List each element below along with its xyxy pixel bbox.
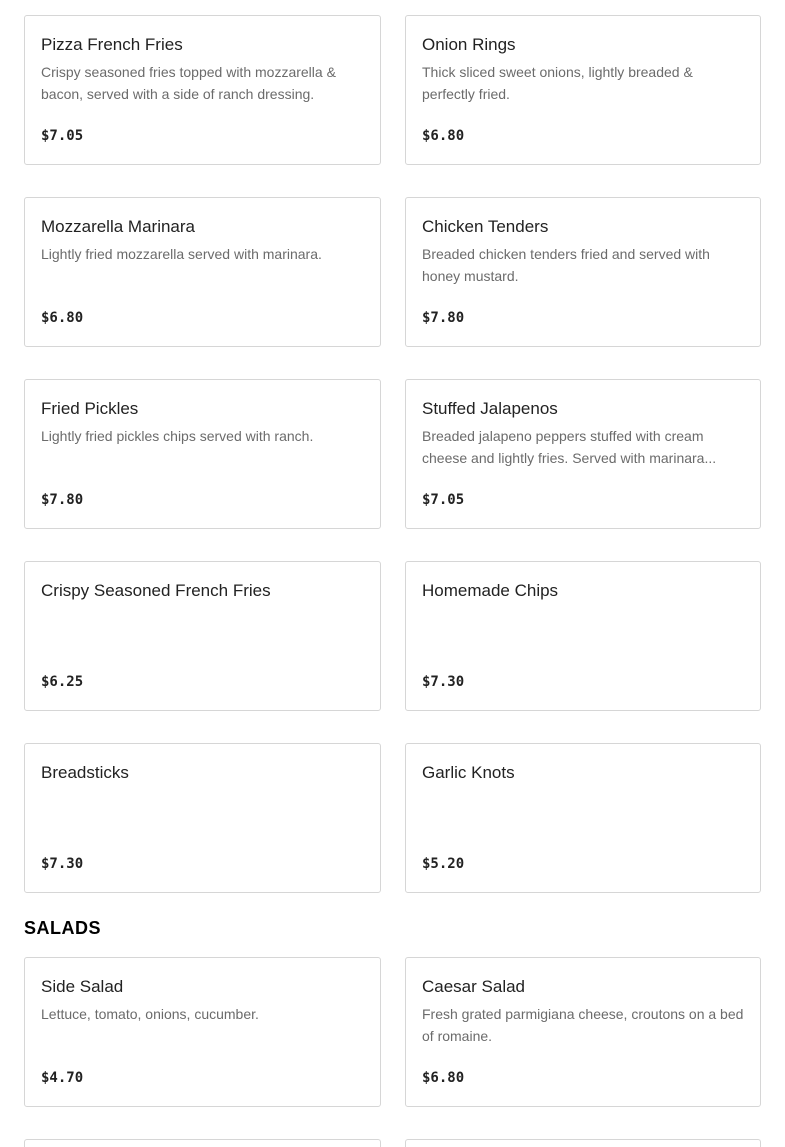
- item-name: Pizza French Fries: [41, 35, 183, 54]
- item-name: Mozzarella Marinara: [41, 217, 195, 236]
- item-price: $7.05: [422, 492, 465, 508]
- item-description: Breaded jalapeno peppers stuffed with cream cheese and lightly fries. Served with marinara...: [422, 428, 717, 466]
- menu-item-card-partial[interactable]: [24, 1139, 381, 1147]
- item-price: $6.80: [422, 128, 465, 144]
- menu-item-card[interactable]: [405, 197, 761, 347]
- item-name: Stuffed Jalapenos: [422, 399, 558, 418]
- item-description: [41, 607, 364, 651]
- menu-item-card[interactable]: [405, 743, 761, 893]
- item-description: Crispy seasoned fries topped with mozzarella & bacon, served with a side of ranch dressing.: [41, 64, 336, 102]
- menu-item-card[interactable]: [24, 561, 381, 711]
- item-description: Lettuce, tomato, onions, cucumber.: [41, 1006, 259, 1022]
- item-name: Onion Rings: [422, 35, 516, 54]
- menu-item-card[interactable]: [24, 197, 381, 347]
- item-description: Fresh grated parmigiana cheese, croutons on a bed of romaine.: [422, 1006, 744, 1044]
- item-name: Crispy Seasoned French Fries: [41, 581, 271, 600]
- item-name: Breadsticks: [41, 763, 129, 782]
- item-price: $6.80: [41, 310, 84, 326]
- menu-item-card-partial[interactable]: [405, 1139, 761, 1147]
- menu-item-card[interactable]: [405, 957, 761, 1107]
- salads-grid: [24, 957, 761, 1107]
- item-description: Breaded chicken tenders fried and served with honey mustard.: [422, 246, 710, 284]
- item-name: Side Salad: [41, 977, 124, 996]
- appetizers-grid: [24, 15, 761, 893]
- item-price: $7.30: [422, 674, 465, 690]
- menu-item-card[interactable]: [24, 743, 381, 893]
- item-name: Caesar Salad: [422, 977, 526, 996]
- item-description: Thick sliced sweet onions, lightly breaded & perfectly fried.: [422, 64, 693, 102]
- item-name: Homemade Chips: [422, 581, 559, 600]
- item-description: Lightly fried mozzarella served with marinara.: [41, 246, 322, 262]
- item-price: $6.25: [41, 674, 84, 690]
- item-description: [422, 607, 744, 651]
- item-name: Garlic Knots: [422, 763, 515, 782]
- menu-item-card[interactable]: [24, 15, 381, 165]
- menu-item-card[interactable]: [24, 379, 381, 529]
- item-name: Chicken Tenders: [422, 217, 549, 236]
- menu-item-card[interactable]: [24, 957, 381, 1107]
- item-price: $7.05: [41, 128, 84, 144]
- item-description: Lightly fried pickles chips served with ranch.: [41, 428, 314, 444]
- item-name: Fried Pickles: [41, 399, 139, 418]
- section-heading-salads: SALADS: [24, 918, 102, 938]
- item-price: $7.30: [41, 856, 84, 872]
- menu-item-card[interactable]: [405, 15, 761, 165]
- item-price: $5.20: [422, 856, 465, 872]
- item-price: $6.80: [422, 1070, 465, 1086]
- menu-item-card[interactable]: [405, 379, 761, 529]
- item-price: $4.70: [41, 1070, 84, 1086]
- menu-item-card[interactable]: [405, 561, 761, 711]
- item-price: $7.80: [422, 310, 465, 326]
- item-description: [422, 789, 744, 833]
- item-price: $7.80: [41, 492, 84, 508]
- item-description: [41, 789, 364, 833]
